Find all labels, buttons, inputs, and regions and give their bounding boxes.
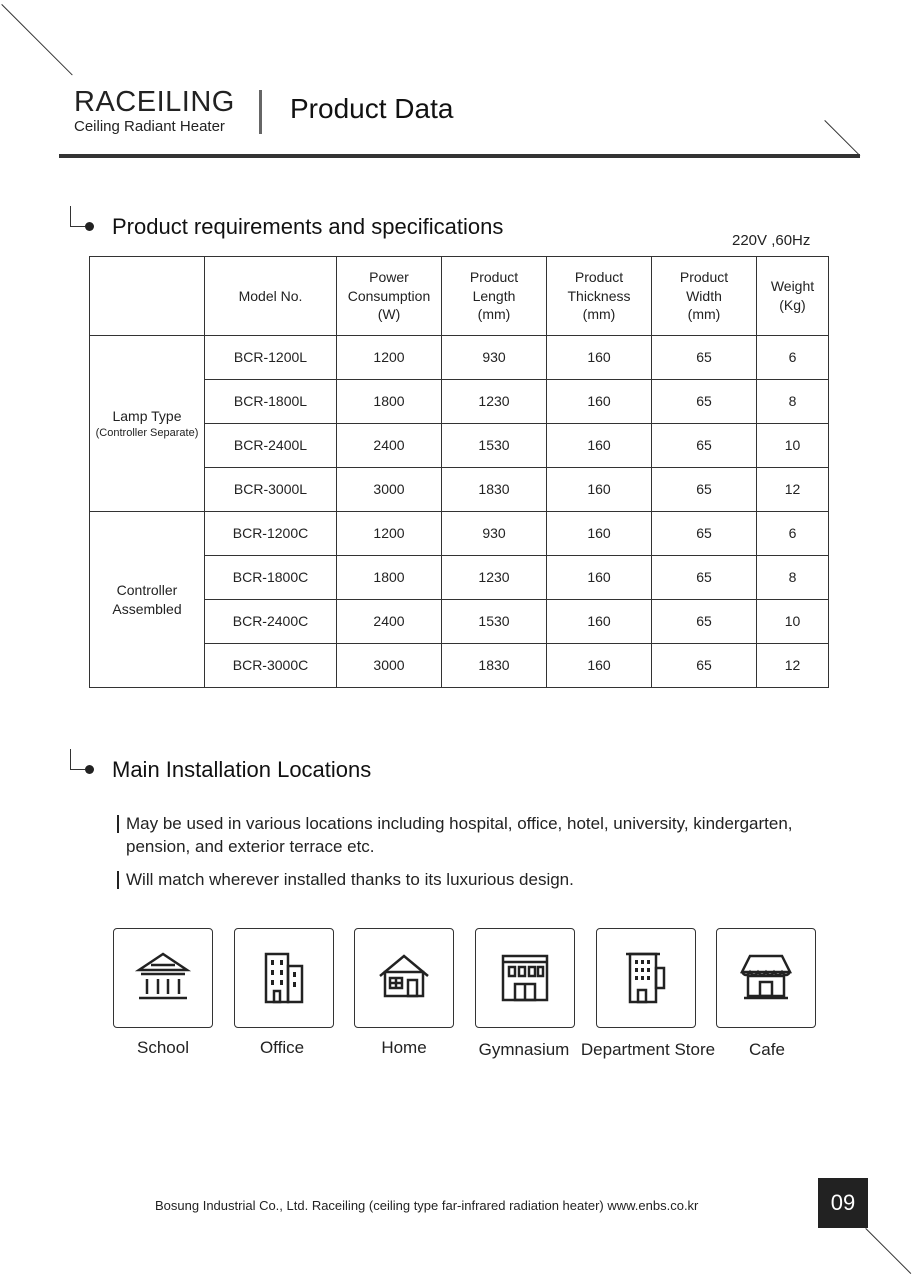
footer-text: Bosung Industrial Co., Ltd. Raceiling (ceiling type far-infrared radiation heater) www.enbs.co.kr	[155, 1198, 699, 1213]
corner-line-bottom-right	[865, 1228, 911, 1274]
spec-value-cell: 8	[757, 380, 829, 424]
spec-column-header	[442, 257, 547, 336]
gymnasium-icon	[495, 948, 555, 1008]
brand-subtitle: Ceiling Radiant Heater	[74, 118, 225, 135]
corner-line-top-left	[1, 4, 72, 75]
spec-value-cell: 12	[757, 468, 829, 512]
voltage-label: 220V ,60Hz	[732, 232, 811, 249]
spec-value-cell: 160	[547, 600, 652, 644]
table-row	[90, 336, 829, 380]
spec-header-row	[90, 257, 829, 336]
spec-column-header-line: (W)	[377, 306, 401, 323]
department-store-icon	[616, 948, 676, 1008]
page-number: 09	[818, 1178, 868, 1228]
location-label-cafe: Cafe	[749, 1040, 785, 1059]
model-number-cell: BCR-2400C	[205, 600, 337, 644]
page-title: Product Data	[290, 93, 454, 124]
spec-column-header-line: Model No.	[238, 287, 303, 304]
header-divider	[59, 154, 860, 158]
spec-value-cell: 1230	[442, 556, 547, 600]
location-label-school: School	[137, 1038, 189, 1057]
table-row	[90, 512, 829, 556]
location-label-home: Home	[381, 1038, 427, 1057]
section-marker-icon	[70, 206, 85, 227]
spec-header-type	[90, 257, 205, 336]
spec-column-header-line: Product	[574, 268, 624, 285]
model-number-cell: BCR-1200C	[205, 512, 337, 556]
product-type-note: (Controller Separate)	[95, 426, 199, 439]
spec-column-header-line: (mm)	[477, 306, 511, 323]
spec-value-cell: 1200	[337, 512, 442, 556]
spec-value-cell: 12	[757, 644, 829, 688]
spec-column-header-line: Length	[472, 287, 516, 304]
spec-value-cell: 160	[547, 512, 652, 556]
school-icon-box	[113, 928, 213, 1028]
spec-value-cell: 160	[547, 556, 652, 600]
spec-value-cell: 65	[652, 512, 757, 556]
spec-value-cell: 1230	[442, 380, 547, 424]
product-type-cell	[90, 336, 205, 512]
spec-value-cell: 930	[442, 336, 547, 380]
spec-column-header-line: (mm)	[582, 306, 616, 323]
spec-table	[89, 256, 829, 688]
spec-value-cell: 65	[652, 336, 757, 380]
section-marker-icon	[70, 749, 85, 770]
location-label-office: Office	[259, 1038, 305, 1057]
model-number-cell: BCR-1200L	[205, 336, 337, 380]
model-number-cell: BCR-3000C	[205, 644, 337, 688]
spec-section-title: Product requirements and specifications	[112, 214, 504, 239]
spec-column-header-line: Product	[679, 268, 729, 285]
brand-name: RACEILING	[74, 86, 235, 118]
spec-column-header-line: Power	[369, 268, 409, 285]
spec-value-cell: 160	[547, 336, 652, 380]
location-label-gymnasium: Gymnasium	[478, 1040, 570, 1059]
spec-value-cell: 160	[547, 380, 652, 424]
spec-value-cell: 1800	[337, 556, 442, 600]
spec-value-cell: 10	[757, 424, 829, 468]
spec-value-cell: 6	[757, 512, 829, 556]
spec-value-cell: 930	[442, 512, 547, 556]
product-type-label: Lamp Type	[112, 407, 182, 424]
spec-value-cell: 160	[547, 424, 652, 468]
spec-value-cell: 1800	[337, 380, 442, 424]
bullet-bar-icon	[117, 815, 119, 833]
spec-column-header-line: Product	[469, 268, 519, 285]
spec-column-header-line: Width	[686, 287, 722, 304]
school-icon	[133, 948, 193, 1008]
spec-value-cell: 3000	[337, 468, 442, 512]
spec-value-cell: 2400	[337, 600, 442, 644]
department-store-icon-box	[596, 928, 696, 1028]
spec-value-cell: 1830	[442, 644, 547, 688]
office-icon	[254, 948, 314, 1008]
spec-column-header	[757, 257, 829, 336]
bullet-bar-icon	[117, 871, 119, 889]
spec-value-cell: 3000	[337, 644, 442, 688]
spec-value-cell: 160	[547, 644, 652, 688]
product-type-cell	[90, 512, 205, 688]
spec-value-cell: 1830	[442, 468, 547, 512]
model-number-cell: BCR-3000L	[205, 468, 337, 512]
section-bullet-icon	[85, 765, 94, 774]
gymnasium-icon-box	[475, 928, 575, 1028]
bullet-2-line-1: Will match wherever installed thanks to its luxurious design.	[126, 870, 574, 889]
spec-value-cell: 65	[652, 468, 757, 512]
spec-value-cell: 10	[757, 600, 829, 644]
product-type-label: Controller Assembled	[112, 581, 182, 617]
spec-column-header-line: (Kg)	[779, 297, 806, 313]
office-icon-box	[234, 928, 334, 1028]
spec-value-cell: 1530	[442, 424, 547, 468]
spec-value-cell: 6	[757, 336, 829, 380]
model-number-cell: BCR-1800L	[205, 380, 337, 424]
section-bullet-icon	[85, 222, 94, 231]
bullet-text-1	[126, 812, 793, 858]
spec-column-header-line: Consumption	[347, 287, 431, 304]
spec-value-cell: 65	[652, 380, 757, 424]
spec-column-header	[205, 257, 337, 336]
spec-column-header-line: Thickness	[567, 287, 631, 304]
spec-column-header	[547, 257, 652, 336]
spec-value-cell: 2400	[337, 424, 442, 468]
install-section-title: Main Installation Locations	[112, 757, 372, 782]
home-icon-box	[354, 928, 454, 1028]
model-number-cell: BCR-1800C	[205, 556, 337, 600]
spec-value-cell: 65	[652, 600, 757, 644]
bullet-1-line-2: pension, and exterior terrace etc.	[126, 837, 375, 856]
cafe-icon-box	[716, 928, 816, 1028]
spec-value-cell: 160	[547, 468, 652, 512]
spec-column-header	[337, 257, 442, 336]
bullet-1-line-1: May be used in various locations including hospital, office, hotel, university, kindergarten,	[126, 814, 793, 833]
spec-value-cell: 1530	[442, 600, 547, 644]
spec-column-header-line: Weight	[770, 278, 815, 295]
spec-column-header	[652, 257, 757, 336]
corner-line-header-right	[824, 120, 860, 156]
spec-value-cell: 65	[652, 556, 757, 600]
cafe-icon	[736, 948, 796, 1008]
spec-value-cell: 65	[652, 424, 757, 468]
model-number-cell: BCR-2400L	[205, 424, 337, 468]
home-icon	[374, 948, 434, 1008]
spec-value-cell: 1200	[337, 336, 442, 380]
bullet-text-2	[126, 868, 574, 891]
spec-column-header-line: (mm)	[687, 306, 721, 323]
location-label-department-store: Department Store	[580, 1040, 716, 1059]
brand-separator	[259, 90, 262, 134]
spec-value-cell: 8	[757, 556, 829, 600]
spec-value-cell: 65	[652, 644, 757, 688]
